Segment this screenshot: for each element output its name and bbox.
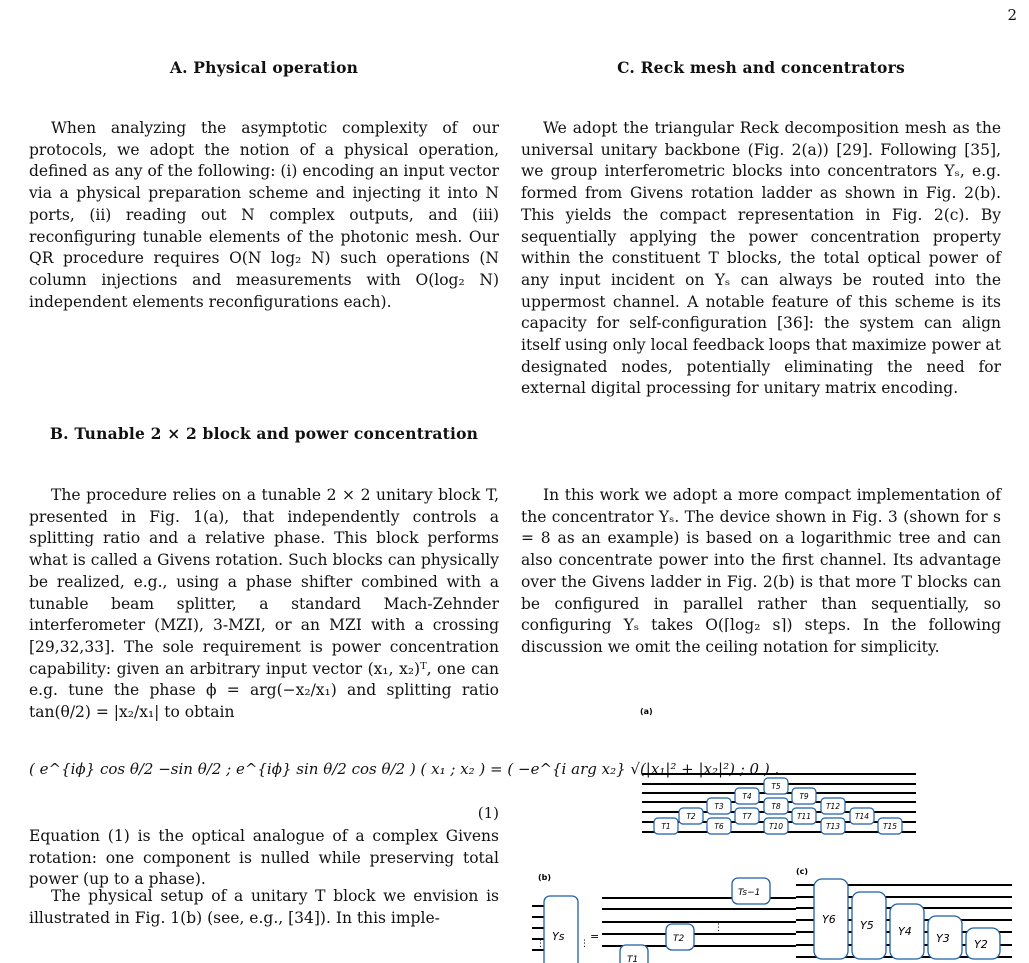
panel-a-label: (a): [640, 707, 653, 716]
vdots-right: ⋮: [580, 939, 589, 949]
section-b-paragraph-1: The procedure relies on a tunable 2 × 2 unitary block T, presented in Fig. 1(a), that independently controls a splitting ratio and a relative phase. This block performs what is called a Givens rotation. Such blocks can physically be realized, e.g., using a phase shifter combined with a tunable beam splitter, a standard Mach-Zehnder interferometer (MZI), 3-MZI, or an MZI with a crossing [29,32,33]. The sole requirement is power concentration capability: given an arbitrary input vector (x₁, x₂)ᵀ, one can e.g. tune the phase ϕ = arg(−x₂/x₁) and splitting ratio tan(θ/2) = |x₂/x₁| to obtain: [29, 486, 499, 722]
section-c-heading: C. Reck mesh and concentrators: [617, 58, 905, 77]
panel-a-block-label-2: T2: [686, 812, 696, 821]
section-c-paragraph-2: In this work we adopt a more compact implementation of the concentrator Yₛ. The device shown in Fig. 3 (shown for s = 8 as an example) is based on a logarithmic tree and can also concentrate power into the first channel. Its advantage over the Givens ladder in Fig. 2(b) is that more T blocks can be configured in parallel rather than sequentially, so configuring Yₛ takes O(⌈log₂ s⌉) steps. In the following discussion we omit the ceiling notation for simplicity.: [521, 486, 1001, 656]
figure-2: [526, 702, 1016, 963]
panel-a-blocks: [654, 778, 902, 834]
panel-a-block-label-10: T10: [768, 822, 784, 831]
b-block-t1-label: T1: [627, 955, 639, 963]
panel-b: [532, 878, 796, 963]
c-block-y5-label: Y5: [860, 919, 874, 932]
vdots-left: ⋮: [536, 939, 545, 949]
section-b-paragraph-2: Equation (1) is the optical analogue of a complex Givens rotation: one component is nulled while preserving total power (up to a phase).: [29, 827, 499, 889]
panel-a-block-label-7: T7: [742, 812, 752, 821]
panel-a-block-label-6: T6: [714, 822, 724, 831]
c-block-y3-label: Y3: [936, 932, 950, 945]
panel-a-block-label-8: T8: [771, 802, 781, 811]
panel-a-block-label-12: T12: [825, 802, 841, 811]
section-a-paragraph: When analyzing the asymptotic complexity of our protocols, we adopt the notion of a physical operation, defined as any of the following: (i) encoding an input vector via a physical preparation scheme and injecting it into N ports, (ii) reading out N complex outputs, and (iii) reconfiguring tunable elements of the photonic mesh. Our QR procedure requires O(N log₂ N) such operations (N column injections and measurements with O(log₂ N) independent elements reconfigurations each).: [29, 119, 499, 311]
panel-c: [796, 879, 1012, 959]
c-block-y4-label: Y4: [898, 925, 912, 938]
panel-a-block-label-11: T11: [796, 812, 812, 821]
b-vdots: ⋮: [714, 923, 723, 933]
panel-a-block-label-13: T13: [825, 822, 841, 831]
section-b-heading: B. Tunable 2 × 2 block and power concentration: [49, 424, 479, 443]
panel-c-label: (c): [796, 867, 809, 876]
section-a-heading: A. Physical operation: [169, 58, 359, 77]
panel-a-block-label-3: T3: [714, 802, 724, 811]
panel-b-label: (b): [538, 873, 552, 882]
panel-a-block-label-15: T15: [882, 822, 898, 831]
equation-body: ( e^{iϕ} cos θ/2 −sin θ/2 ; e^{iϕ} sin θ/2 cos θ/2 ) ( x₁ ; x₂ ) = ( −e^{i arg x₂} √(|x₁|² + |x₂|²) ; 0 ) .: [29, 760, 780, 778]
figure-2-svg: [526, 702, 1016, 963]
panel-a-block-label-9: T9: [799, 792, 809, 801]
equation-number: (1): [477, 804, 499, 822]
section-c-paragraph-1: We adopt the triangular Reck decomposition mesh as the universal unitary backbone (Fig. 2(a)) [29]. Following [35], we group interferometric blocks into concentrators Yₛ, e.g. formed from Givens rotation ladder as shown in Fig. 2(b). This yields the compact representation in Fig. 2(c). By sequentially applying the power concentration property within the constituent T blocks, the total optical power of any input incident on Yₛ can always be routed into the uppermost channel. A notable feature of this scheme is its capacity for self-configuration [36]: the system can align itself using only local feedback loops that maximize power at designated nodes, potentially eliminating the need for external digital processing for unitary matrix encoding.: [521, 119, 1001, 398]
panel-a-block-label-14: T14: [854, 812, 870, 821]
page-number: 2: [1007, 6, 1017, 24]
section-b-paragraph-3: The physical setup of a unitary T block we envision is illustrated in Fig. 1(b) (see, e.g., [34]). In this imple-: [29, 887, 499, 927]
equals-sign: =: [590, 930, 600, 943]
c-block-y6-label: Y6: [822, 913, 836, 926]
ys-block-label: Ys: [552, 930, 565, 943]
panel-a-block-label-1: T1: [661, 822, 671, 831]
panel-a-block-label-4: T4: [742, 792, 752, 801]
b-block-ts-1-label: Ts−1: [738, 888, 761, 898]
b-block-t2-label: T2: [673, 934, 685, 944]
panel-a-block-label-5: T5: [771, 782, 781, 791]
c-block-y2-label: Y2: [974, 938, 988, 951]
